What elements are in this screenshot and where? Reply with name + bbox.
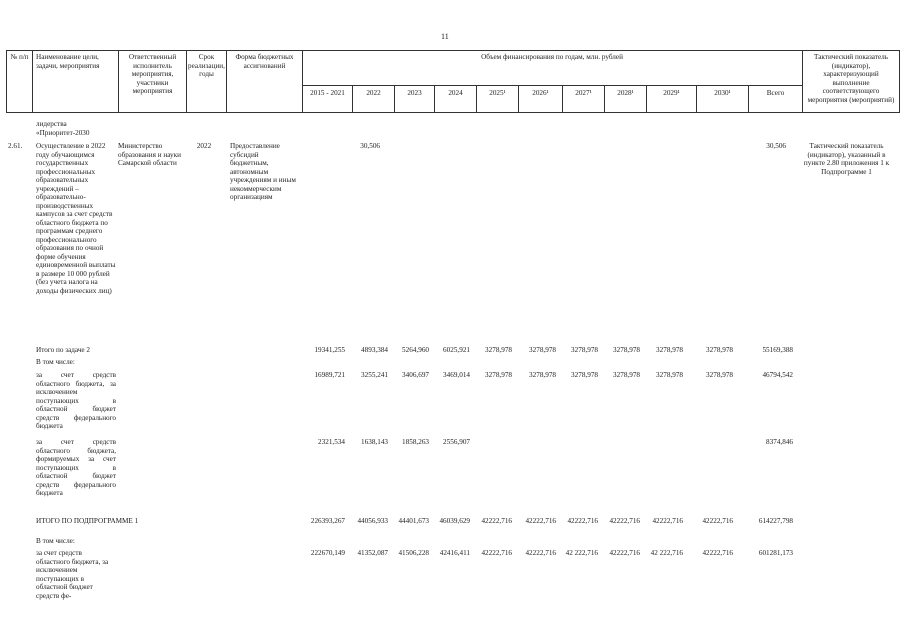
value-cell: 42222,716: [609, 517, 640, 525]
header-year: 2029¹: [663, 89, 680, 97]
header-col-line: [802, 50, 803, 113]
item-number: 2.61.: [8, 142, 23, 150]
header-border-bottom: [6, 112, 899, 113]
value-cell: 226393,267: [310, 517, 345, 525]
value-cell: 42222,716: [481, 549, 512, 557]
header-year: 2015 - 2021: [310, 89, 345, 97]
task-total-label: Итого по задаче 2: [36, 346, 91, 354]
header-executor: Ответственный исполнитель мероприятия, участники мероприятия: [128, 53, 177, 96]
header-year: Всего: [766, 89, 785, 97]
header-year: 2027¹: [575, 89, 592, 97]
continuation-text: лидерства «Приоритет-2030: [36, 120, 90, 137]
value-cell: 42416,411: [439, 549, 470, 557]
in-that-label: В том числе:: [36, 358, 75, 366]
header-volume: Объем финансирования по годам, млн. рублей: [481, 53, 623, 61]
value-cell: 222670,149: [310, 549, 345, 557]
value-cell: 42222,716: [702, 549, 733, 557]
value-cell: 4893,384: [361, 346, 388, 354]
value-cell: 3278,978: [529, 371, 556, 379]
header-year: 2025¹: [489, 89, 506, 97]
header-name: Наименование цели, задачи, мероприятия: [36, 53, 100, 70]
value-cell: 42222,716: [702, 517, 733, 525]
header-col-line: [118, 50, 119, 113]
value-cell: 2321,534: [318, 438, 345, 446]
value-cell: 3278,978: [706, 346, 733, 354]
header-year: 2028¹: [617, 89, 634, 97]
value-cell: 16989,721: [314, 371, 345, 379]
value-cell: 42222,716: [481, 517, 512, 525]
header-year: 2023: [407, 89, 422, 97]
value-cell: 3278,978: [656, 371, 683, 379]
value-cell: 3278,978: [485, 346, 512, 354]
value-cell: 42222,716: [525, 549, 556, 557]
value-cell: 3469,014: [443, 371, 470, 379]
value-cell: 55169,388: [762, 346, 793, 354]
subprogram-total-label: ИТОГО ПО ПОДПРОГРАММЕ 1: [36, 517, 139, 525]
header-year: 2026¹: [532, 89, 549, 97]
value-cell: 41506,228: [398, 549, 429, 557]
item-executor: Министерство образования и науки Самарской области: [118, 142, 181, 167]
federal-label: за счет средств областного бюджета, формируемых за счет поступающих в областной бюджет средств федерального бюджета: [36, 438, 116, 497]
value-cell: 46794,542: [762, 371, 793, 379]
item-form: Предоставление субсидий бюджетным, автономным учреждениям и иным некоммерческим организациям: [230, 142, 296, 201]
header-form: Форма бюджетных ассигнований: [235, 53, 294, 70]
value-cell: 5264,960: [402, 346, 429, 354]
in-that-label-2: В том числе:: [36, 537, 75, 545]
value-cell: 1858,263: [402, 438, 429, 446]
regional-2-label: за счет средств областного бюджета, за исключением поступающих в областной бюджет средств фе-: [36, 549, 109, 600]
header-col-line: [226, 50, 227, 113]
value-cell: 42222,716: [609, 549, 640, 557]
header-col-line: [302, 50, 303, 113]
item-total: 30,506: [766, 142, 786, 150]
value-cell: 2556,907: [443, 438, 470, 446]
header-col-line: [899, 50, 900, 113]
header-year: 2022: [366, 89, 381, 97]
value-cell: 3278,978: [529, 346, 556, 354]
value-cell: 19341,255: [314, 346, 345, 354]
header-year-divider: [302, 85, 802, 86]
item-name: Осуществление в 2022 году обучающимся государственных профессиональных образовательных учреждений – образовательно-производственных кампусов за счет средств областного бюджета по программам среднего профессионального образования по очной форме обучения единовременной выплаты в размере 10 000 рублей (без учета налога на доходы физических лиц): [36, 142, 116, 295]
table-header: [6, 50, 899, 113]
value-cell: 42 222,716: [650, 549, 683, 557]
value-cell: 42222,716: [567, 517, 598, 525]
page-number: 11: [441, 32, 449, 41]
header-col-line: [32, 50, 33, 113]
header-col-line: [6, 50, 7, 113]
value-cell: 614227,798: [758, 517, 793, 525]
header-num: № п/п: [10, 53, 29, 61]
value-cell: 3278,978: [571, 346, 598, 354]
item-term: 2022: [196, 142, 212, 150]
value-cell: 6025,921: [443, 346, 470, 354]
value-cell: 3406,697: [402, 371, 429, 379]
value-cell: 3278,978: [485, 371, 512, 379]
value-cell: 42 222,716: [565, 549, 598, 557]
header-year: 2024: [448, 89, 463, 97]
value-cell: 3278,978: [706, 371, 733, 379]
item-indicator: Тактический показатель (индикатор), указанный в пункте 2.80 приложения 1 к Подпрограмме 1: [803, 142, 890, 176]
value-cell: 44401,673: [398, 517, 429, 525]
value-cell: 8374,846: [766, 438, 793, 446]
value-cell: 3278,978: [613, 371, 640, 379]
value-cell: 42222,716: [525, 517, 556, 525]
header-year: 2030¹: [714, 89, 731, 97]
value-cell: 42222,716: [652, 517, 683, 525]
value-cell: 1638,143: [361, 438, 388, 446]
value-cell: 3255,241: [361, 371, 388, 379]
regional-label: за счет средств областного бюджета, за исключением поступающих в областной бюджет средств федерального бюджета: [36, 371, 116, 430]
value-cell: 3278,978: [656, 346, 683, 354]
item-value-2022: 30,506: [360, 142, 380, 150]
header-border-top: [6, 50, 899, 51]
header-term: Срок реализации, годы: [188, 53, 225, 79]
value-cell: 44056,933: [357, 517, 388, 525]
value-cell: 3278,978: [613, 346, 640, 354]
value-cell: 3278,978: [571, 371, 598, 379]
value-cell: 601281,173: [758, 549, 793, 557]
value-cell: 46039,629: [439, 517, 470, 525]
header-indicator: Тактический показатель (индикатор), характеризующий выполнение соответствующего мероприятия (мероприятий): [807, 53, 895, 104]
header-col-line: [186, 50, 187, 113]
value-cell: 41352,087: [357, 549, 388, 557]
